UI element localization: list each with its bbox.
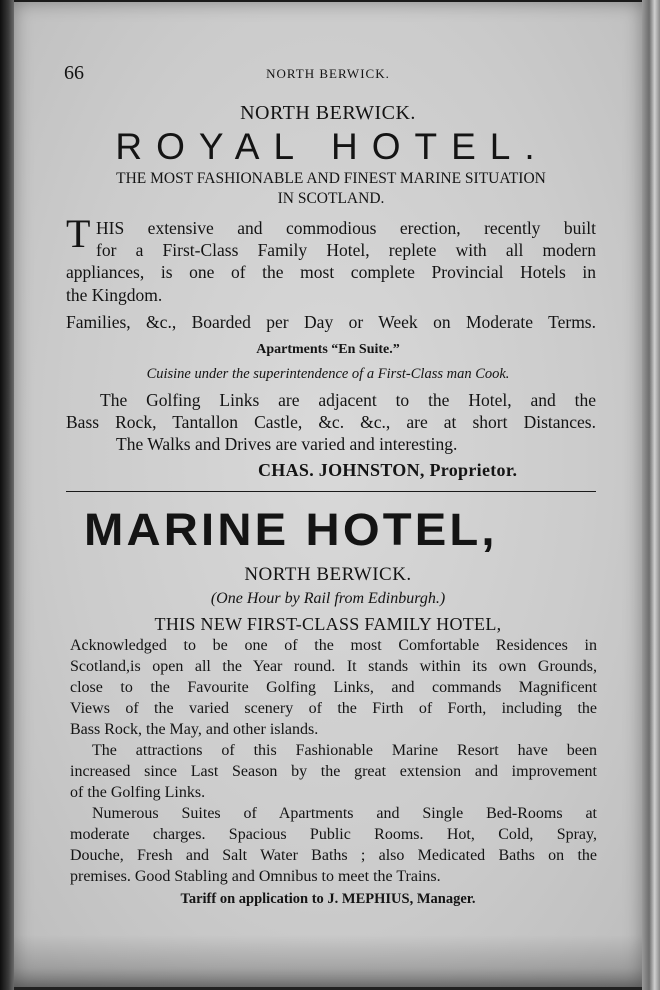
marine-body-line: Bass Rock, the May, and other islands.: [70, 721, 319, 738]
marine-attractions-line: The attractions of this Fashionable Marine Resort have been: [92, 742, 597, 759]
marine-rail: (One Hour by Rail from Edinburgh.): [210, 590, 446, 607]
running-title: NORTH BERWICK.: [266, 66, 390, 81]
page-edge: [642, 0, 660, 990]
marine-suites-line: premises. Good Stabling and Omnibus to meet the Trains.: [70, 868, 441, 885]
marine-hotel-title: MARINE HOTEL,: [84, 504, 498, 555]
royal-cuisine: Cuisine under the superintendence of a First-Class man Cook.: [146, 366, 510, 382]
royal-tagline-1: THE MOST FASHIONABLE AND FINEST MARINE SITUATION: [116, 170, 546, 187]
marine-heading: THIS NEW FIRST-CLASS FAMILY HOTEL,: [154, 614, 502, 634]
royal-para-line: for a First-Class Family Hotel, replete with all modern: [96, 240, 596, 260]
royal-para-line: appliances, is one of the most complete Provincial Hotels in: [66, 262, 596, 282]
royal-proprietor: CHAS. JOHNSTON, Proprietor.: [258, 460, 518, 480]
page-number: 66: [64, 62, 84, 84]
marine-body-line: close to the Favourite Golfing Links, and commands Magnificent: [70, 679, 597, 696]
page-shadow: [14, 935, 642, 990]
section-divider: [66, 491, 596, 492]
royal-golf-line: The Golfing Links are adjacent to the Hotel, and the: [100, 390, 596, 410]
royal-location: NORTH BERWICK.: [240, 102, 416, 124]
drop-cap: T: [66, 211, 91, 256]
book-spine: [0, 0, 14, 990]
marine-suites-line: Douche, Fresh and Salt Water Baths ; also Medicated Baths on the: [70, 847, 597, 864]
marine-body-line: Scotland,is open all the Year round. It stands within its own Grounds,: [70, 658, 597, 675]
marine-tariff: Tariff on application to J. MEPHIUS, Manager.: [180, 891, 476, 907]
royal-terms: Families, &c., Boarded per Day or Week on Moderate Terms.: [66, 312, 596, 332]
royal-tagline-2: IN SCOTLAND.: [277, 190, 385, 207]
marine-location: NORTH BERWICK.: [244, 564, 412, 585]
royal-hotel-title: ROYAL HOTEL.: [115, 126, 549, 167]
marine-attractions-line: of the Golfing Links.: [70, 784, 206, 801]
marine-body-line: Acknowledged to be one of the most Comfortable Residences in: [70, 637, 597, 654]
marine-suites-line: Numerous Suites of Apartments and Single Bed-Rooms at: [92, 805, 597, 822]
royal-golf-line: Bass Rock, Tantallon Castle, &c. &c., are at short Distances.: [66, 412, 596, 432]
marine-suites-line: moderate charges. Spacious Public Rooms. Hot, Cold, Spray,: [70, 826, 597, 843]
royal-para-line: the Kingdom.: [66, 285, 163, 305]
marine-attractions-line: increased since Last Season by the great extension and improvement: [70, 763, 597, 780]
royal-apartments: Apartments “En Suite.”: [256, 342, 400, 357]
marine-body-line: Views of the varied scenery of the Firth of Forth, including the: [70, 700, 597, 717]
royal-walks: The Walks and Drives are varied and interesting.: [116, 434, 458, 454]
royal-para-line: HIS extensive and commodious erection, recently built: [96, 218, 596, 238]
